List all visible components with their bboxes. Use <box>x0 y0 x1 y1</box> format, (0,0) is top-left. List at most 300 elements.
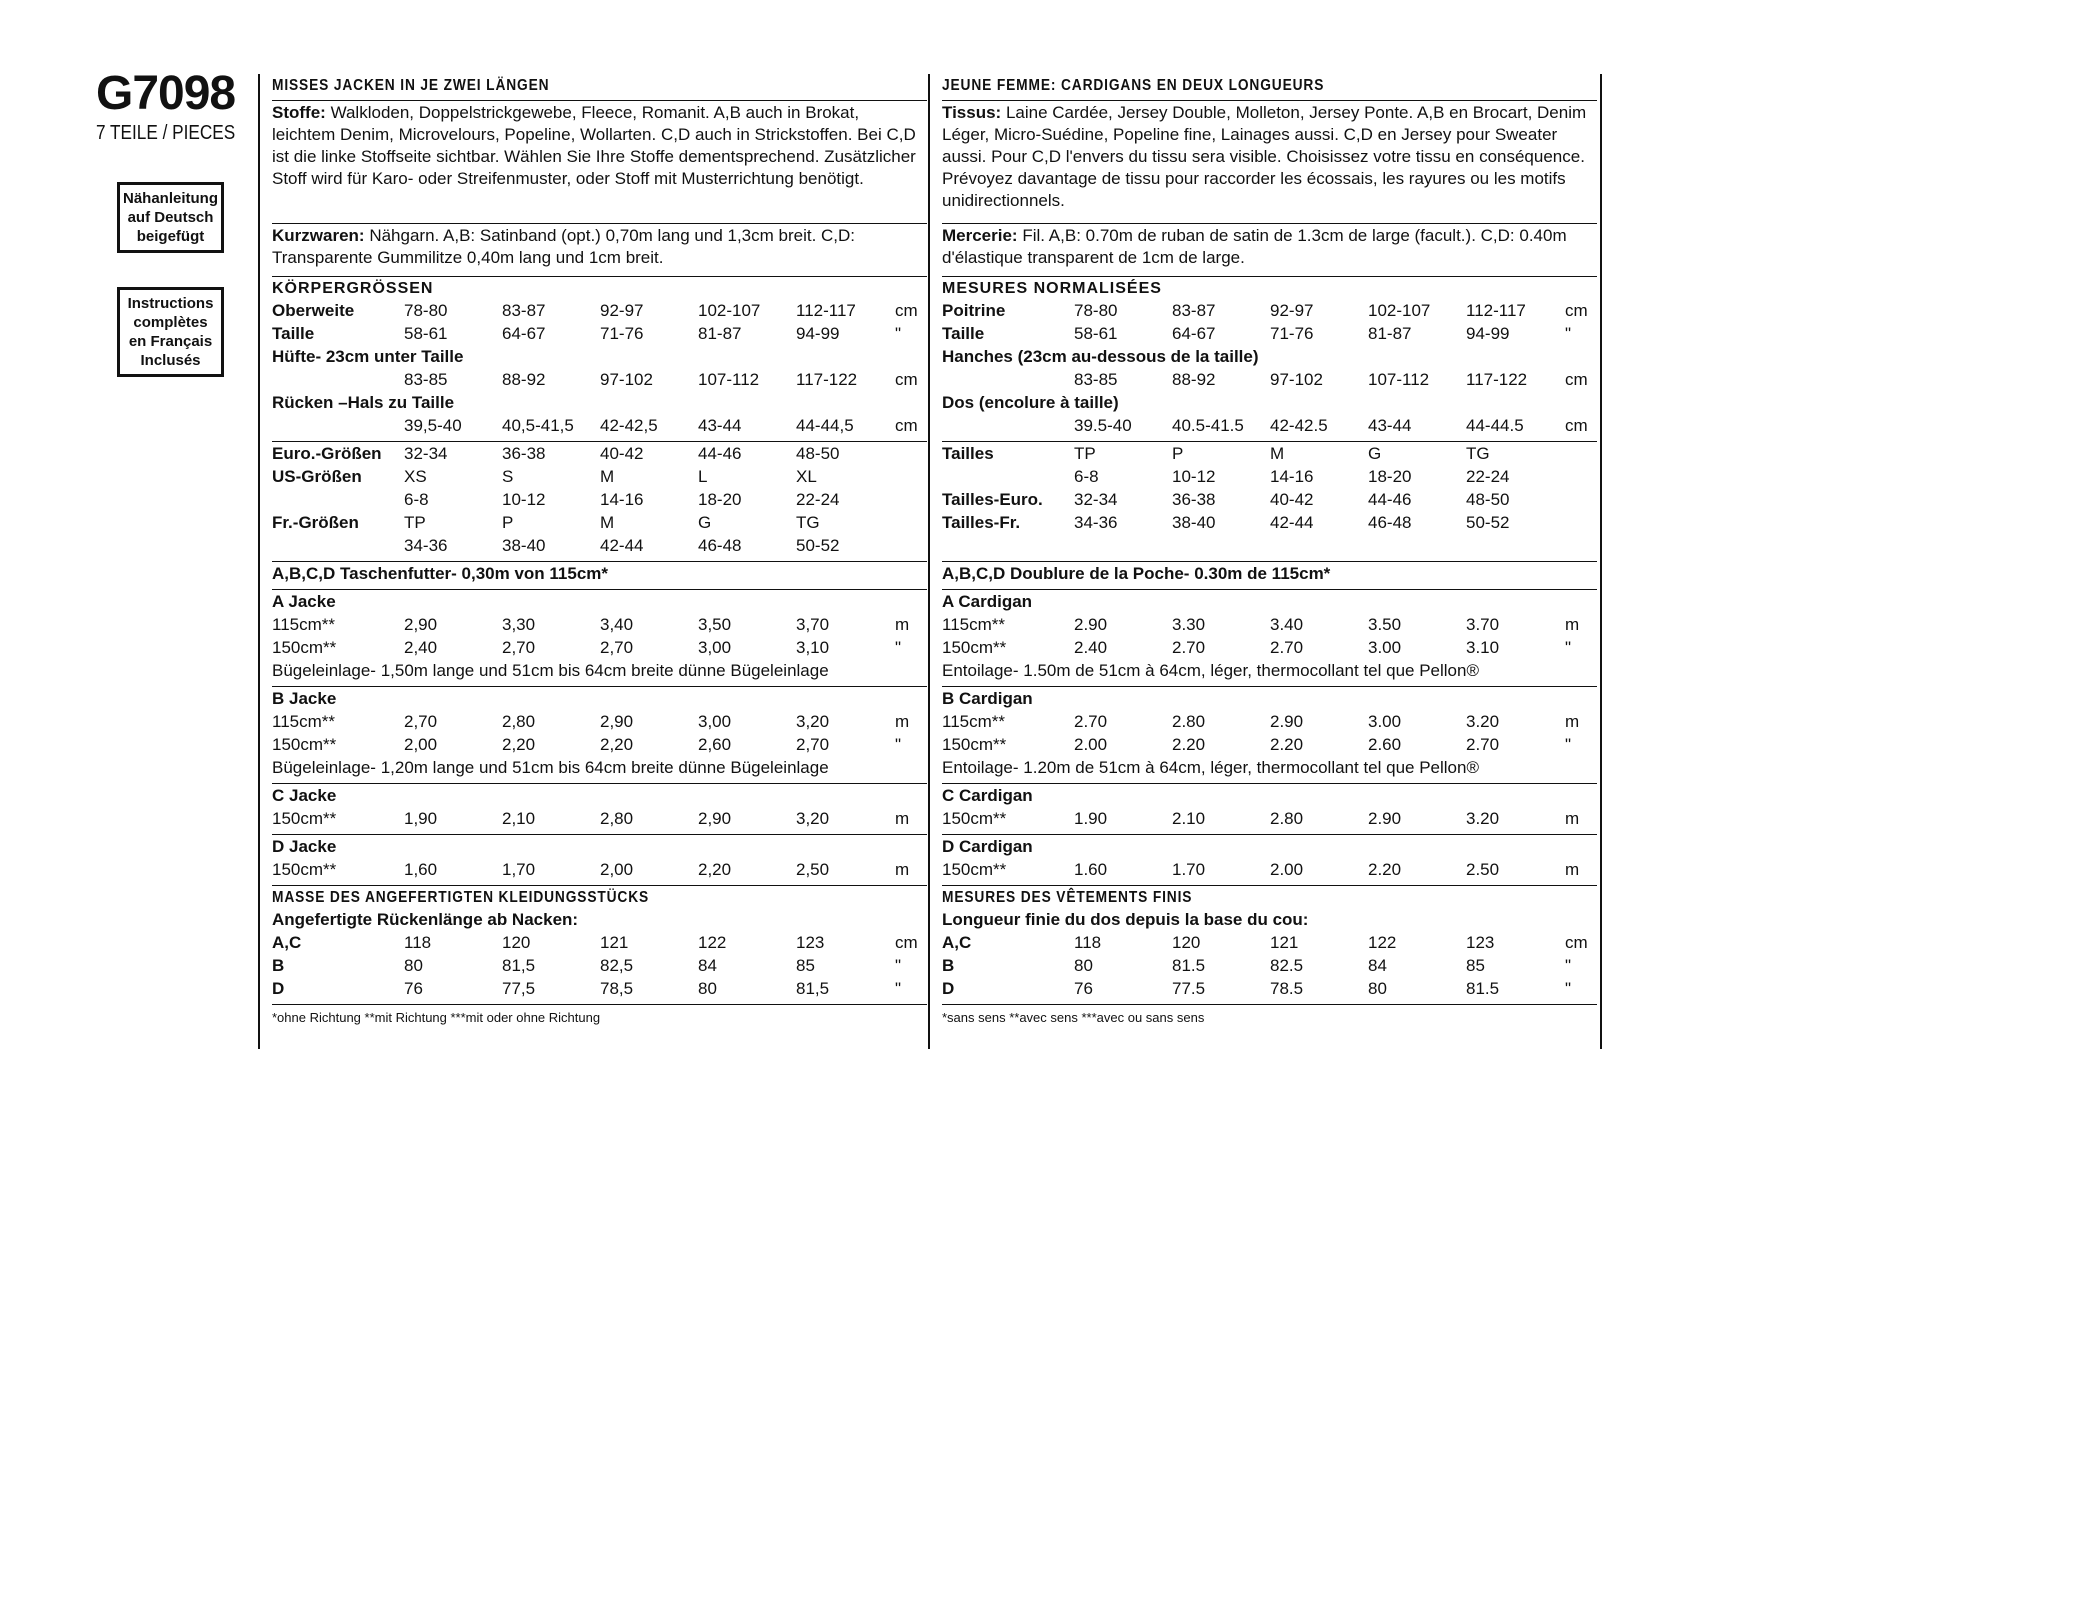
table-cell: 94-99 <box>1466 324 1510 343</box>
table-cell: 118 <box>1074 933 1102 952</box>
table-cell: 76 <box>1074 979 1093 998</box>
table-cell: 39,5-40 <box>404 416 462 435</box>
table-cell: 3,00 <box>698 638 732 657</box>
table-cell: 81.5 <box>1466 979 1500 998</box>
table-row <box>272 392 927 415</box>
table-row <box>942 614 1597 637</box>
table-cell: M <box>1270 444 1285 463</box>
text-row <box>942 591 1597 614</box>
table-cell: 115cm** <box>942 615 1005 634</box>
table-cell: P <box>502 513 514 532</box>
table-row <box>942 734 1597 757</box>
table-cell: Tailles <box>942 444 994 463</box>
table-cell: 112-117 <box>796 301 856 320</box>
table-cell: 6-8 <box>404 490 429 509</box>
table-cell: 107-112 <box>698 370 760 389</box>
table-cell: G <box>698 513 712 532</box>
table-cell: 3,40 <box>600 615 634 634</box>
table-cell: P <box>1172 444 1184 463</box>
table-cell: 150cm** <box>942 735 1007 754</box>
table-cell: cm <box>895 370 918 389</box>
table-cell: cm <box>895 416 918 435</box>
table-cell: " <box>1565 956 1572 975</box>
table-cell: 80 <box>698 979 717 998</box>
table-cell: 1,60 <box>404 860 438 879</box>
table-cell: 94-99 <box>796 324 840 343</box>
view-title: D Jacke <box>272 837 337 856</box>
table-cell: 80 <box>1368 979 1387 998</box>
table-cell: XS <box>404 467 427 486</box>
table-row <box>272 535 927 558</box>
table-cell: 123 <box>1466 933 1495 952</box>
table-cell: TP <box>404 513 426 532</box>
table-cell: 118 <box>404 933 432 952</box>
table-row <box>942 415 1597 438</box>
box-line: auf Deutsch <box>127 209 214 226</box>
table-cell: 2.90 <box>1368 809 1402 828</box>
table-cell: 14-16 <box>600 490 644 509</box>
view-title: A Cardigan <box>942 592 1033 611</box>
table-cell: " <box>1565 735 1572 754</box>
table-cell: 83-87 <box>1172 301 1216 320</box>
table-cell: 77.5 <box>1172 979 1206 998</box>
table-cell: cm <box>1565 933 1588 952</box>
table-cell: 76 <box>404 979 423 998</box>
table-cell: 115cm** <box>272 712 335 731</box>
column-rule <box>258 74 260 1049</box>
table-cell: 2.70 <box>1270 638 1304 657</box>
view-c-section <box>942 784 1597 835</box>
table-cell: 92-97 <box>600 301 644 320</box>
table-row <box>942 346 1597 369</box>
table-cell: cm <box>895 301 918 320</box>
box-line: Nähanleitung <box>122 190 218 207</box>
table-cell: 46-48 <box>1368 513 1412 532</box>
finished-measurements-section <box>272 886 927 1005</box>
finished-measurements-section <box>942 886 1597 1005</box>
table-cell: 42-44 <box>1270 513 1314 532</box>
column-title: MISSES JACKEN IN JE ZWEI LÄNGEN <box>272 77 550 94</box>
table-cell: A,C <box>272 933 302 952</box>
table-cell: 102-107 <box>698 301 761 320</box>
table-cell: m <box>895 615 910 634</box>
text-row <box>942 785 1597 808</box>
table-cell: 3.20 <box>1466 809 1500 828</box>
size-table-section <box>942 442 1597 562</box>
table-cell: Euro.-Größen <box>272 444 382 463</box>
text-row <box>942 660 1597 683</box>
table-cell: 85 <box>796 956 815 975</box>
table-cell: 150cm** <box>942 809 1007 828</box>
table-cell: 2,90 <box>698 809 732 828</box>
table-cell: " <box>895 735 902 754</box>
table-cell: 43-44 <box>1368 416 1412 435</box>
text-row <box>272 909 927 932</box>
table-cell: 83-85 <box>404 370 448 389</box>
table-row <box>942 978 1597 1001</box>
text-row <box>942 757 1597 780</box>
table-row <box>942 711 1597 734</box>
text-row <box>272 785 927 808</box>
table-cell: US-Größen <box>272 467 362 486</box>
table-row <box>272 323 927 346</box>
notions-text: Fil. A,B: 0.70m de ruban de satin de 1.3cm de large (facult.). C,D: 0.40m d'élastique transparent de 1cm de large. <box>942 226 1567 267</box>
table-cell: 71-76 <box>600 324 644 343</box>
section-title <box>272 74 927 101</box>
notions-label: Kurzwaren: <box>272 226 365 245</box>
table-cell: 1,70 <box>502 860 536 879</box>
table-cell: 2,70 <box>796 735 830 754</box>
table-row <box>272 711 927 734</box>
pieces-count: 7 TEILE / PIECES <box>96 122 236 144</box>
table-cell: 50-52 <box>796 536 840 555</box>
table-row <box>942 489 1597 512</box>
table-cell: 64-67 <box>1172 324 1216 343</box>
table-cell: Taille <box>272 324 315 343</box>
table-cell: 117-122 <box>1466 370 1528 389</box>
table-cell: 6-8 <box>1074 467 1099 486</box>
table-row <box>272 415 927 438</box>
table-cell: " <box>1565 979 1572 998</box>
finished-title: MESURES DES VÊTEMENTS FINIS <box>942 889 1193 906</box>
text-row <box>272 563 927 586</box>
table-cell: 117-122 <box>796 370 858 389</box>
view-title: C Cardigan <box>942 786 1033 805</box>
table-cell: 2.80 <box>1172 712 1206 731</box>
size-table-section <box>272 442 927 562</box>
box-line: Inclusés <box>140 352 201 369</box>
table-cell: 88-92 <box>1172 370 1216 389</box>
table-cell: S <box>502 467 514 486</box>
table-cell: cm <box>1565 301 1588 320</box>
fabrics-section <box>942 101 1597 224</box>
table-cell: 3.10 <box>1466 638 1500 657</box>
table-cell: 78.5 <box>1270 979 1304 998</box>
table-cell: 1.90 <box>1074 809 1108 828</box>
table-cell: 10-12 <box>502 490 546 509</box>
text-row <box>272 591 927 614</box>
table-cell: 2,60 <box>698 735 732 754</box>
french-column <box>942 74 1597 1029</box>
table-cell: 44-44.5 <box>1466 416 1524 435</box>
table-cell: " <box>1565 638 1572 657</box>
column-rule <box>928 74 930 1049</box>
table-cell: 2.60 <box>1368 735 1402 754</box>
table-cell: Tailles-Euro. <box>942 490 1043 509</box>
table-row <box>272 932 927 955</box>
notions-label: Mercerie: <box>942 226 1018 245</box>
table-cell: 2,80 <box>600 809 634 828</box>
table-row <box>942 392 1597 415</box>
box-line: en Français <box>128 333 213 350</box>
table-cell: 1.60 <box>1074 860 1108 879</box>
table-cell: 97-102 <box>1270 370 1323 389</box>
table-cell: 92-97 <box>1270 301 1314 320</box>
table-cell: 2.20 <box>1270 735 1304 754</box>
table-cell: Hüfte- 23cm unter Taille <box>272 347 464 366</box>
text-row <box>272 688 927 711</box>
view-a-section <box>272 590 927 687</box>
view-a-section <box>942 590 1597 687</box>
table-cell: 22-24 <box>1466 467 1510 486</box>
table-cell: 18-20 <box>698 490 742 509</box>
table-cell: 32-34 <box>1074 490 1118 509</box>
table-cell: M <box>600 467 615 486</box>
table-cell: 150cm** <box>942 860 1007 879</box>
table-cell: 3.70 <box>1466 615 1500 634</box>
table-cell: 22-24 <box>796 490 840 509</box>
table-cell: Taille <box>942 324 985 343</box>
table-cell: 2,00 <box>600 860 634 879</box>
german-instructions-box <box>117 182 224 253</box>
text-row <box>272 836 927 859</box>
table-cell: 3,50 <box>698 615 732 634</box>
table-cell: TG <box>1466 444 1490 463</box>
table-cell: 3.00 <box>1368 638 1402 657</box>
table-row <box>272 489 927 512</box>
table-cell: 38-40 <box>502 536 546 555</box>
table-cell: 2,10 <box>502 809 536 828</box>
table-cell: 82.5 <box>1270 956 1304 975</box>
table-row <box>942 323 1597 346</box>
table-cell: 81-87 <box>698 324 742 343</box>
table-cell: 10-12 <box>1172 467 1216 486</box>
table-cell: 2.00 <box>1074 735 1108 754</box>
table-cell: 44-46 <box>1368 490 1412 509</box>
body-title: MESURES NORMALISÉES <box>942 280 1162 297</box>
interfacing-text: Entoilage- 1.50m de 51cm à 64cm, léger, thermocollant tel que Pellon® <box>942 661 1479 680</box>
fabrics-text: Laine Cardée, Jersey Double, Molleton, Jersey Ponte. A,B en Brocart, Denim Léger, Micro-Suédine, Popeline fine, Lainages aussi. C,D en Jersey pour Sweater aussi. Pour C,D l'envers du tissu sera visible. Choisissez votre tissu en conséquence. Prévoyez davantage de tissu pour raccorder les écossais, les rayures ou les motifs unidirectionnels. <box>942 103 1587 210</box>
interfacing-text: Bügeleinlage- 1,20m lange und 51cm bis 64cm breite dünne Bügeleinlage <box>272 758 829 777</box>
text-row <box>272 660 927 683</box>
view-title: B Cardigan <box>942 689 1033 708</box>
table-cell: m <box>1565 860 1580 879</box>
table-cell: 2.50 <box>1466 860 1500 879</box>
table-cell: cm <box>1565 416 1588 435</box>
table-cell: A,C <box>942 933 972 952</box>
column-rule <box>1600 74 1602 1049</box>
table-cell: 2.20 <box>1172 735 1206 754</box>
table-cell: 3.20 <box>1466 712 1500 731</box>
body-measurements-section <box>942 277 1597 442</box>
table-cell: 40-42 <box>1270 490 1314 509</box>
text-row <box>942 909 1597 932</box>
table-cell: 121 <box>1270 933 1299 952</box>
table-row <box>942 955 1597 978</box>
table-row <box>272 637 927 660</box>
interfacing-text: Bügeleinlage- 1,50m lange und 51cm bis 64cm breite dünne Bügeleinlage <box>272 661 829 680</box>
table-cell: 2,40 <box>404 638 438 657</box>
view-b-section <box>272 687 927 784</box>
table-row <box>942 932 1597 955</box>
view-d-section <box>272 835 927 886</box>
view-d-section <box>942 835 1597 886</box>
table-cell: XL <box>796 467 817 486</box>
text-row <box>942 688 1597 711</box>
lining-section <box>942 562 1597 590</box>
table-cell: 81.5 <box>1172 956 1206 975</box>
table-cell: 84 <box>1368 956 1387 975</box>
finished-title: MASSE DES ANGEFERTIGTEN KLEIDUNGSSTÜCKS <box>272 889 650 906</box>
table-row <box>272 859 927 882</box>
table-row <box>272 614 927 637</box>
table-cell: m <box>1565 615 1580 634</box>
table-cell: 97-102 <box>600 370 653 389</box>
table-row <box>942 859 1597 882</box>
table-cell: 32-34 <box>404 444 448 463</box>
box-line: complètes <box>133 314 208 331</box>
table-cell: 3.00 <box>1368 712 1402 731</box>
table-cell: 3,70 <box>796 615 830 634</box>
text-row <box>272 757 927 780</box>
table-cell: 150cm** <box>272 735 337 754</box>
table-cell: 85 <box>1466 956 1485 975</box>
table-cell: 81,5 <box>502 956 536 975</box>
table-cell: 120 <box>1172 933 1201 952</box>
table-cell: 2,70 <box>404 712 438 731</box>
table-cell: 84 <box>698 956 717 975</box>
table-row <box>942 369 1597 392</box>
table-cell: 42-42,5 <box>600 416 658 435</box>
table-cell: 48-50 <box>1466 490 1510 509</box>
table-cell: 3,10 <box>796 638 830 657</box>
table-cell: 78-80 <box>1074 301 1118 320</box>
table-cell: 121 <box>600 933 629 952</box>
table-row <box>272 466 927 489</box>
finished-sub: Angefertigte Rückenlänge ab Nacken: <box>272 910 579 929</box>
table-cell: 2.70 <box>1074 712 1108 731</box>
table-cell: 2,20 <box>698 860 732 879</box>
table-cell: cm <box>895 933 918 952</box>
table-cell: G <box>1368 444 1382 463</box>
table-cell: 2.90 <box>1270 712 1304 731</box>
table-cell: 58-61 <box>1074 324 1118 343</box>
table-cell: " <box>895 956 902 975</box>
table-cell: 150cm** <box>942 638 1007 657</box>
table-cell: 115cm** <box>942 712 1005 731</box>
table-cell: 82,5 <box>600 956 634 975</box>
fabrics-section <box>272 101 927 224</box>
table-cell: 88-92 <box>502 370 546 389</box>
table-cell: 150cm** <box>272 809 337 828</box>
table-cell: " <box>895 324 902 343</box>
table-cell: 40,5-41,5 <box>502 416 574 435</box>
table-cell: M <box>600 513 615 532</box>
lining-text: A,B,C,D Doublure de la Poche- 0.30m de 115cm* <box>942 564 1331 583</box>
table-cell: 3,20 <box>796 809 830 828</box>
table-cell: 83-87 <box>502 301 546 320</box>
table-cell: Fr.-Größen <box>272 513 359 532</box>
footnote: *sans sens **avec sens ***avec ou sans sens <box>942 1010 1205 1025</box>
table-cell: 80 <box>404 956 423 975</box>
table-cell: 78-80 <box>404 301 448 320</box>
view-title: D Cardigan <box>942 837 1033 856</box>
text-row <box>942 563 1597 586</box>
table-cell: 34-36 <box>404 536 448 555</box>
interfacing-text: Entoilage- 1.20m de 51cm à 64cm, léger, thermocollant tel que Pellon® <box>942 758 1479 777</box>
table-cell: 3,30 <box>502 615 536 634</box>
notions-text: Nähgarn. A,B: Satinband (opt.) 0,70m lang und 1,3cm breit. C,D: Transparente Gummilitze 0,40m lang und 1cm breit. <box>272 226 856 267</box>
table-cell: 112-117 <box>1466 301 1526 320</box>
table-cell: B <box>942 956 955 975</box>
table-cell: TG <box>796 513 820 532</box>
finished-sub: Longueur finie du dos depuis la base du cou: <box>942 910 1309 929</box>
table-cell: L <box>698 467 708 486</box>
table-cell: 2.70 <box>1172 638 1206 657</box>
table-cell: 42-44 <box>600 536 644 555</box>
table-cell: 2.90 <box>1074 615 1108 634</box>
table-cell: 122 <box>698 933 727 952</box>
table-cell: 150cm** <box>272 860 337 879</box>
view-b-section <box>942 687 1597 784</box>
table-cell: Poitrine <box>942 301 1006 320</box>
table-cell: 2,90 <box>600 712 634 731</box>
table-cell: 2,80 <box>502 712 536 731</box>
pattern-code: G7098 <box>96 67 236 120</box>
table-row <box>942 300 1597 323</box>
footnote: *ohne Richtung **mit Richtung ***mit oder ohne Richtung <box>272 1010 601 1025</box>
table-cell: 64-67 <box>502 324 546 343</box>
table-cell: 50-52 <box>1466 513 1510 532</box>
table-row <box>272 734 927 757</box>
view-c-section <box>272 784 927 835</box>
section-title <box>942 74 1597 101</box>
table-cell: " <box>1565 324 1572 343</box>
table-cell: 115cm** <box>272 615 335 634</box>
table-cell: Rücken –Hals zu Taille <box>272 393 455 412</box>
lining-section <box>272 562 927 590</box>
table-cell: 2.70 <box>1466 735 1500 754</box>
fabrics-text: Walkloden, Doppelstrickgewebe, Fleece, Romanit. A,B auch in Brokat, leichtem Denim, Microvelours, Popeline, Wollarten. C,D auch in Strickstoffen. Bei C,D ist die linke Stoffseite sichtbar. Wählen Sie Ihre Stoffe dementsprechend. Zusätzlicher Stoff wird für Karo- oder Streifenmuster, oder Stoff mit Musterrichtung benötigt. <box>272 103 916 188</box>
table-cell: 2,50 <box>796 860 830 879</box>
table-cell: D <box>942 979 955 998</box>
text-row <box>942 535 1597 558</box>
view-title: B Jacke <box>272 689 337 708</box>
table-cell: 2,70 <box>502 638 536 657</box>
table-cell: 36-38 <box>1172 490 1216 509</box>
table-cell: 40.5-41.5 <box>1172 416 1244 435</box>
table-cell: 107-112 <box>1368 370 1430 389</box>
table-cell: 38-40 <box>1172 513 1216 532</box>
table-cell: 2.10 <box>1172 809 1206 828</box>
table-cell: 150cm** <box>272 638 337 657</box>
fabrics-label: Tissus: <box>942 103 1002 122</box>
body-measurements-section <box>272 277 927 442</box>
table-cell: 81,5 <box>796 979 830 998</box>
table-row <box>272 808 927 831</box>
table-cell: 36-38 <box>502 444 546 463</box>
table-cell: 3.30 <box>1172 615 1206 634</box>
table-cell: 2.20 <box>1368 860 1402 879</box>
table-row <box>942 808 1597 831</box>
table-cell: 14-16 <box>1270 467 1314 486</box>
notions-section <box>272 224 927 277</box>
table-cell: D <box>272 979 285 998</box>
table-cell: 18-20 <box>1368 467 1412 486</box>
table-row <box>942 466 1597 489</box>
table-cell: B <box>272 956 285 975</box>
table-cell: TP <box>1074 444 1096 463</box>
table-row <box>942 443 1597 466</box>
table-cell: 44-44,5 <box>796 416 854 435</box>
german-column <box>272 74 927 1029</box>
table-cell: m <box>895 712 910 731</box>
table-cell: 71-76 <box>1270 324 1314 343</box>
table-cell: Tailles-Fr. <box>942 513 1021 532</box>
table-cell: 3.40 <box>1270 615 1304 634</box>
box-line: Instructions <box>127 295 214 312</box>
column-title: JEUNE FEMME: CARDIGANS EN DEUX LONGUEURS <box>942 77 1325 94</box>
